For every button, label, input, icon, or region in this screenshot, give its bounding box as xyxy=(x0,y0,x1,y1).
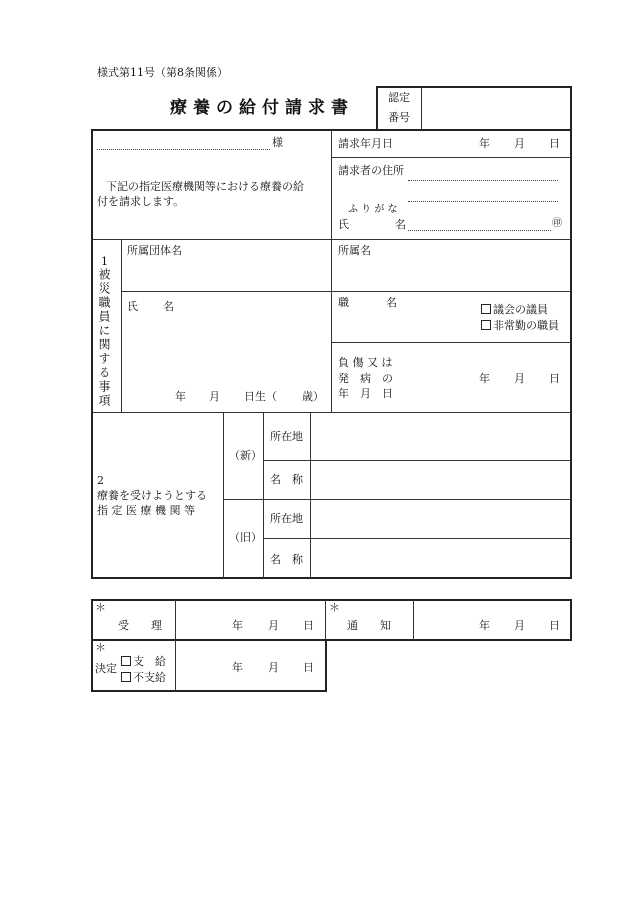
address-label: 請求者の住所 xyxy=(338,164,404,177)
receipt-month: 月 xyxy=(268,619,279,632)
seal-mark: ㊞ xyxy=(552,218,562,229)
section1-label: 被災職員に関する事項 xyxy=(97,268,111,408)
employee-name-label-2: 名 xyxy=(163,300,174,313)
claimant-name-label-1: 氏 xyxy=(338,218,349,231)
option-parttime[interactable]: 非常勤の職員 xyxy=(481,319,559,332)
form-number: 様式第11号（第8条関係） xyxy=(97,66,228,79)
position-label-2: 名 xyxy=(386,296,397,309)
new-name-label: 名 称 xyxy=(270,473,303,486)
receipt-label: 受 理 xyxy=(118,619,162,632)
option-nopay[interactable]: 不支給 xyxy=(121,671,166,684)
assembly-checkbox[interactable] xyxy=(481,304,491,314)
certification-number-field[interactable] xyxy=(423,88,570,129)
decision-month: 月 xyxy=(268,661,279,674)
claimant-name-label-2: 名 xyxy=(395,218,406,231)
request-text-line2: 付を請求します。 xyxy=(97,195,185,208)
request-text-line1: 下記の指定医療機関等における療養の給 xyxy=(106,180,304,193)
notice-year: 年 xyxy=(479,619,490,632)
decision-asterisk: ＊ xyxy=(95,641,106,654)
form-title: 療養の給付請求書 xyxy=(170,98,354,118)
notice-asterisk: ＊ xyxy=(329,601,340,614)
injury-label-line3: 年 月 日 xyxy=(338,387,393,400)
birth-day-suffix: 日生（ xyxy=(244,390,277,403)
claimant-name-line[interactable] xyxy=(408,230,551,231)
position-label-1: 職 xyxy=(338,296,349,309)
option-pay[interactable]: 支 給 xyxy=(121,655,166,668)
nopay-checkbox[interactable] xyxy=(121,672,131,682)
decision-year: 年 xyxy=(232,661,243,674)
request-date-month: 月 xyxy=(514,137,525,150)
addressee-suffix: 様 xyxy=(272,136,283,149)
old-location-field[interactable] xyxy=(312,501,569,536)
address-line-2[interactable] xyxy=(408,201,558,202)
affiliation-group-field[interactable] xyxy=(127,260,327,288)
affiliation-group-label: 所属団体名 xyxy=(127,244,182,257)
address-line-1[interactable] xyxy=(408,180,558,181)
pay-checkbox[interactable] xyxy=(121,656,131,666)
cert-label-1: 認定 xyxy=(388,91,410,104)
employee-name-field[interactable] xyxy=(127,318,327,378)
injury-label-line1: 負 傷 又 は xyxy=(338,356,393,369)
old-location-label: 所在地 xyxy=(270,512,303,525)
employee-name-label-1: 氏 xyxy=(127,300,138,313)
furigana-label: ふ り が な xyxy=(348,204,398,215)
receipt-day: 日 xyxy=(303,619,314,632)
decision-label: 決定 xyxy=(95,662,117,675)
parttime-checkbox[interactable] xyxy=(481,320,491,330)
new-location-label: 所在地 xyxy=(270,430,303,443)
notice-month: 月 xyxy=(514,619,525,632)
receipt-year: 年 xyxy=(232,619,243,632)
injury-day: 日 xyxy=(549,372,560,385)
notice-day: 日 xyxy=(549,619,560,632)
section1-number: 1 xyxy=(101,255,108,268)
birth-year: 年 xyxy=(175,390,186,403)
option-assembly[interactable]: 議会の議員 xyxy=(481,303,548,316)
request-date-day: 日 xyxy=(549,137,560,150)
notice-label: 通 知 xyxy=(347,619,391,632)
new-name-field[interactable] xyxy=(312,462,569,497)
section2-number: 2 xyxy=(97,474,104,487)
request-date-year: 年 xyxy=(479,137,490,150)
injury-month: 月 xyxy=(514,372,525,385)
section2-label-2: 指 定 医 療 機 関 等 xyxy=(97,504,195,517)
section2-label-1: 療養を受けようとする xyxy=(97,489,207,502)
decision-day: 日 xyxy=(303,661,314,674)
injury-label-line2: 発 病 の xyxy=(338,372,393,385)
request-date-label: 請求年月日 xyxy=(338,137,393,150)
old-label: （旧） xyxy=(229,531,262,544)
affiliation-field[interactable] xyxy=(338,260,568,288)
age-suffix: 歳） xyxy=(302,390,324,403)
new-location-field[interactable] xyxy=(312,414,569,458)
receipt-asterisk: ＊ xyxy=(95,601,106,614)
affiliation-label: 所属名 xyxy=(338,244,371,257)
old-name-field[interactable] xyxy=(312,540,569,576)
birth-month: 月 xyxy=(209,390,220,403)
cert-label-2: 番号 xyxy=(388,111,410,124)
addressee-line[interactable] xyxy=(97,149,270,150)
new-label: （新） xyxy=(229,449,262,462)
old-name-label: 名 称 xyxy=(270,553,303,566)
injury-year: 年 xyxy=(479,372,490,385)
